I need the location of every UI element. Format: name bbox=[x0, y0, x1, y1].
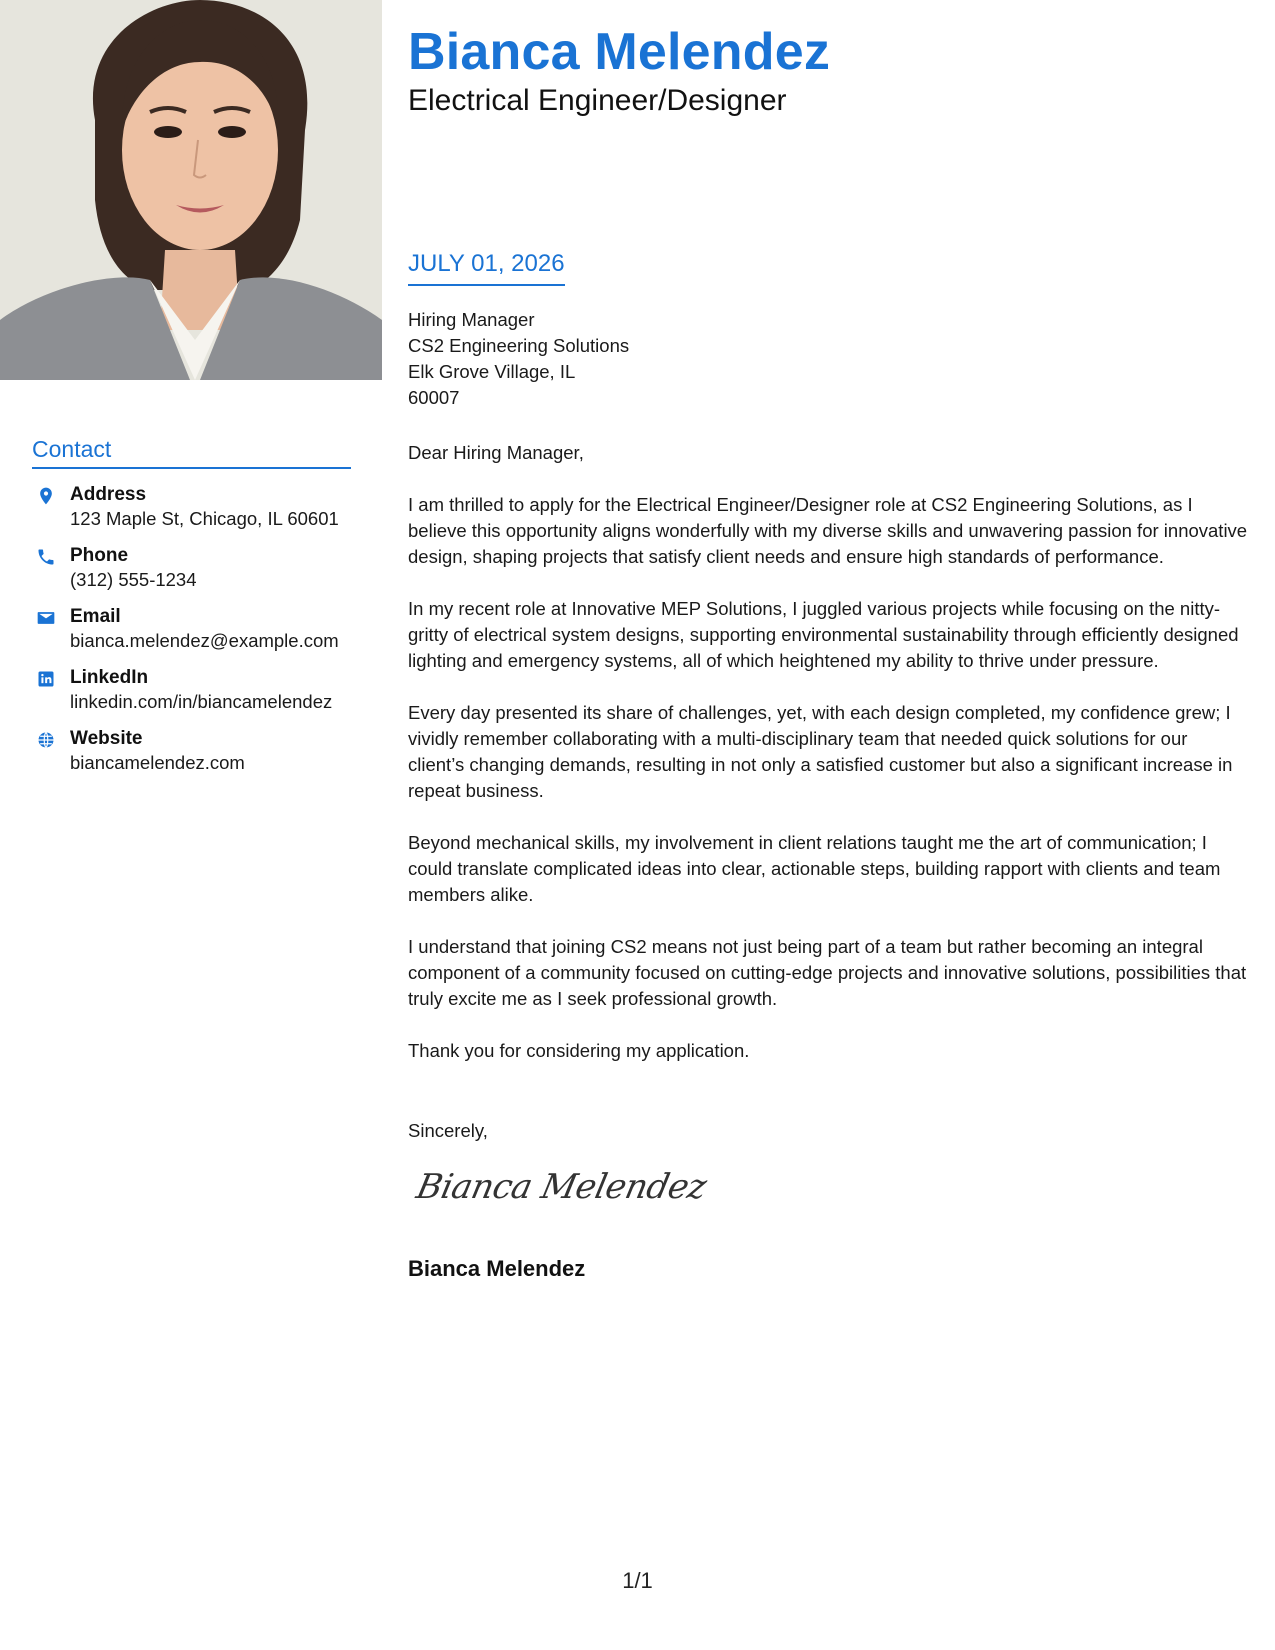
globe-icon bbox=[36, 730, 56, 750]
contact-label: Email bbox=[70, 606, 121, 627]
page-number-text: 1/1 bbox=[622, 1568, 653, 1593]
recipient-line: 60007 bbox=[408, 387, 460, 408]
contact-heading: Contact bbox=[32, 436, 351, 469]
paragraph: I am thrilled to apply for the Electrical Engineer/Designer role at CS2 Engineering Solutions, as I believe this opportunity aligns wonderfully with my diverse skills and unwavering passion for innovative design, shaping projects that satisfy client needs and ensure high standards of performance. bbox=[408, 494, 1248, 567]
letter-date: JULY 01, 2026 bbox=[408, 250, 565, 286]
recipient-line: Elk Grove Village, IL bbox=[408, 361, 576, 382]
contact-label: Address bbox=[70, 484, 147, 505]
contact-email bbox=[32, 605, 351, 653]
contact-phone bbox=[32, 544, 351, 592]
profile-photo bbox=[0, 0, 382, 380]
paragraph: I understand that joining CS2 means not just being part of a team but rather becoming an integral component of a community focused on cutting-edge projects and innovative solutions, possibilities that truly excite me as I seek professional growth. bbox=[408, 936, 1247, 1009]
paragraph: Thank you for considering my application. bbox=[408, 1040, 750, 1061]
page-number bbox=[0, 1568, 1275, 1594]
location-pin-icon bbox=[36, 486, 56, 506]
contact-website bbox=[32, 727, 351, 775]
recipient-line: Hiring Manager bbox=[408, 309, 535, 330]
contact-linkedin bbox=[32, 666, 351, 714]
contact-value: linkedin.com/in/biancamelendez bbox=[70, 691, 333, 712]
contact-value: bianca.melendez@example.com bbox=[70, 630, 339, 651]
handwritten-signature: Bianca Melendez bbox=[412, 1167, 710, 1207]
contact-label: Website bbox=[70, 728, 143, 749]
contact-value: biancamelendez.com bbox=[70, 752, 245, 773]
recipient-line: CS2 Engineering Solutions bbox=[408, 335, 630, 356]
paragraph: Beyond mechanical skills, my involvement in client relations taught me the art of communication; I could translate complicated ideas into clear, actionable steps, building rapport with clients and team members alike. bbox=[408, 832, 1221, 905]
contact-label: LinkedIn bbox=[70, 667, 149, 688]
phone-icon bbox=[36, 547, 56, 567]
email-icon bbox=[36, 608, 56, 628]
signer-name: Bianca Melendez bbox=[408, 1256, 586, 1281]
job-title: Electrical Engineer/Designer bbox=[408, 84, 787, 117]
paragraph: Every day presented its share of challenges, yet, with each design completed, my confidence grew; I vividly remember collaborating with a multi-disciplinary team that needed quick solutions for our client’s changing demands, resulting in not only a satisfied customer but also a significant increase in repeat business. bbox=[408, 702, 1233, 801]
applicant-name: Bianca Melendez bbox=[408, 23, 831, 81]
closing: Sincerely, bbox=[408, 1120, 488, 1141]
contact-section bbox=[32, 436, 351, 788]
linkedin-icon bbox=[36, 669, 56, 689]
recipient-block bbox=[408, 307, 1248, 411]
contact-address bbox=[32, 483, 351, 531]
contact-value: (312) 555-1234 bbox=[70, 569, 197, 590]
letter-body bbox=[408, 307, 1248, 1282]
salutation: Dear Hiring Manager, bbox=[408, 442, 584, 463]
paragraph: In my recent role at Innovative MEP Solutions, I juggled various projects while focusing on the nitty-gritty of electrical system designs, supporting environmental sustainability through efficiently designed lighting and emergency systems, all of which heightened my ability to thrive under pressure. bbox=[408, 598, 1239, 671]
contact-value: 123 Maple St, Chicago, IL 60601 bbox=[70, 508, 339, 529]
contact-label: Phone bbox=[70, 545, 129, 566]
